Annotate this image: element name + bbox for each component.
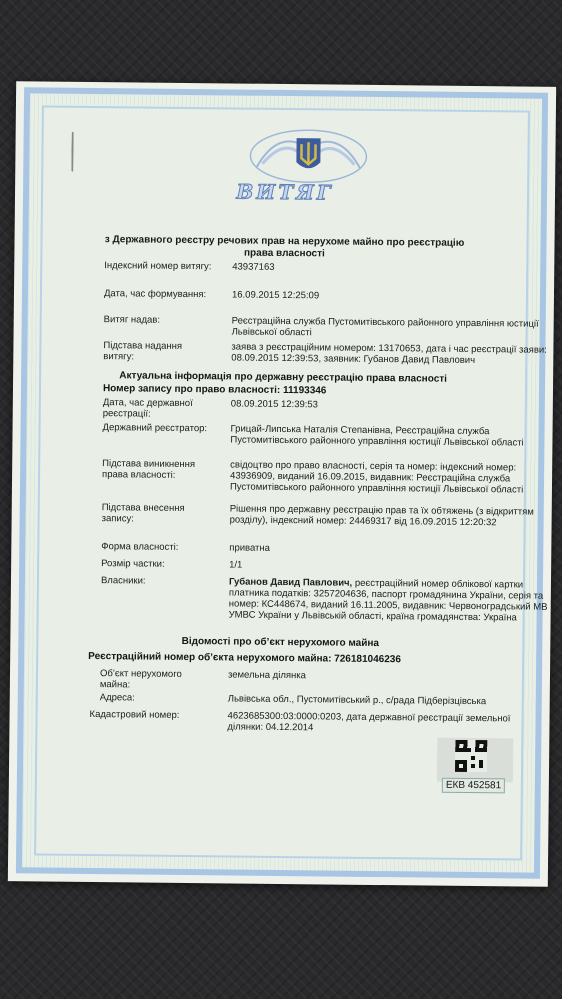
field-value: 1/1: [229, 559, 243, 571]
field-formation-date: [42, 287, 526, 302]
owner-name: Губанов Давид Павлович,: [228, 576, 353, 589]
field-label: Адреса:: [99, 692, 135, 704]
record-number: Номер запису про право власності: 11193346: [102, 383, 327, 397]
field-label: Кадастровий номер:: [89, 708, 180, 721]
field-value: Рішення про державну реєстрацію прав та їх обтяжень (з відкриттям розділу), індексний номер: 24469317 від 16.09.2015 12:20:32: [229, 503, 534, 529]
field-registration-date: [41, 396, 525, 420]
document-sheet: [8, 81, 556, 887]
field-value: Реєстраційна служба Пустомитівського районного управління юстиції Львівської області: [231, 315, 539, 339]
staple: [71, 132, 79, 172]
field-cadastral-number: [38, 708, 522, 734]
field-label: Власники:: [100, 575, 146, 587]
field-label: Дата, час формування:: [103, 288, 207, 301]
serial-number: ЕКВ 452581: [442, 778, 505, 794]
field-issued-by: [42, 313, 539, 339]
field-label: Дата, час державної реєстрації:: [102, 397, 193, 420]
field-value: земельна ділянка: [227, 669, 306, 682]
document-subtitle: з Державного реєстру речових прав на нерухоме майно про реєстрацію права власності: [104, 234, 465, 260]
field-share-size: [39, 557, 523, 571]
field-value: 16.09.2015 12:25:09: [231, 289, 320, 302]
field-label: Витяг надав:: [103, 314, 161, 326]
section-actual-info: Актуальна інформація про державну реєстрацію права власності: [119, 370, 448, 385]
field-value: Грицай-Липська Наталія Степанівна, Реєстраційна служба Пустомитівського районного управління юстиції Львівської області: [230, 423, 524, 449]
field-registrar: [41, 421, 525, 449]
owner-details: реєстраційний номер облікової картки платника податків: 3257204636, паспорт громадянина України, серія та номер: КС448674, виданий 16.11.2005, видавник: Червоноградський МВ УМВС України у Львівській області, країна громадянства: Україна: [228, 577, 548, 624]
field-value: свідоцтво про право власності, серія та номер: індексний номер: 43936909, виданий 16.09.2015, видавник: Реєстраційна служба Пустомитівського районного управління юстиції Львівської області: [229, 459, 524, 496]
field-value: [229, 576, 549, 623]
field-label: Державний реєстратор:: [102, 422, 208, 435]
field-basis: [42, 339, 547, 367]
field-label: Форма власності:: [101, 541, 179, 553]
field-value: Львівська обл., Пустомитівський р., с/рада Підберізцівська: [227, 693, 487, 708]
section-object-info: Відомості про об’єкт нерухомого майна: [181, 635, 380, 650]
field-value: заява з реєстраційним номером: 13170653, дата і час реєстрації заяви: 08.09.2015 12:39:53, заявник: Губанов Давид Павлович: [231, 341, 547, 367]
field-entry-basis: [40, 501, 534, 529]
field-label: Індексний номер витягу:: [104, 260, 212, 273]
trident-emblem-icon: [248, 118, 369, 189]
qr-code-icon: [455, 740, 487, 772]
field-value: 08.09.2015 12:39:53: [230, 398, 319, 411]
field-address: [38, 691, 522, 708]
field-label: Підстава надання витягу:: [103, 340, 183, 363]
field-value: 43937163: [232, 261, 275, 273]
field-value: приватна: [229, 542, 271, 554]
inner-frame: [34, 105, 548, 860]
field-object: [38, 667, 522, 691]
field-owners: [39, 574, 548, 624]
field-label: Розмір частки:: [101, 558, 165, 570]
field-ownership-basis: [40, 457, 524, 496]
field-label: Підстава внесення запису:: [101, 502, 185, 525]
document-title: ВИТЯГ: [236, 179, 334, 205]
field-label: Підстава виникнення права власності:: [102, 458, 196, 481]
field-ownership-form: [39, 540, 523, 554]
decorative-border: [16, 87, 548, 878]
field-label: Об’єкт нерухомого майна:: [99, 668, 182, 691]
field-value: 4623685300:03:0000:0203, дата державної реєстрації земельної ділянки: 04.12.2014: [227, 710, 511, 734]
object-number: Реєстраційний номер об’єкта нерухомого майна: 726181046236: [88, 650, 402, 666]
